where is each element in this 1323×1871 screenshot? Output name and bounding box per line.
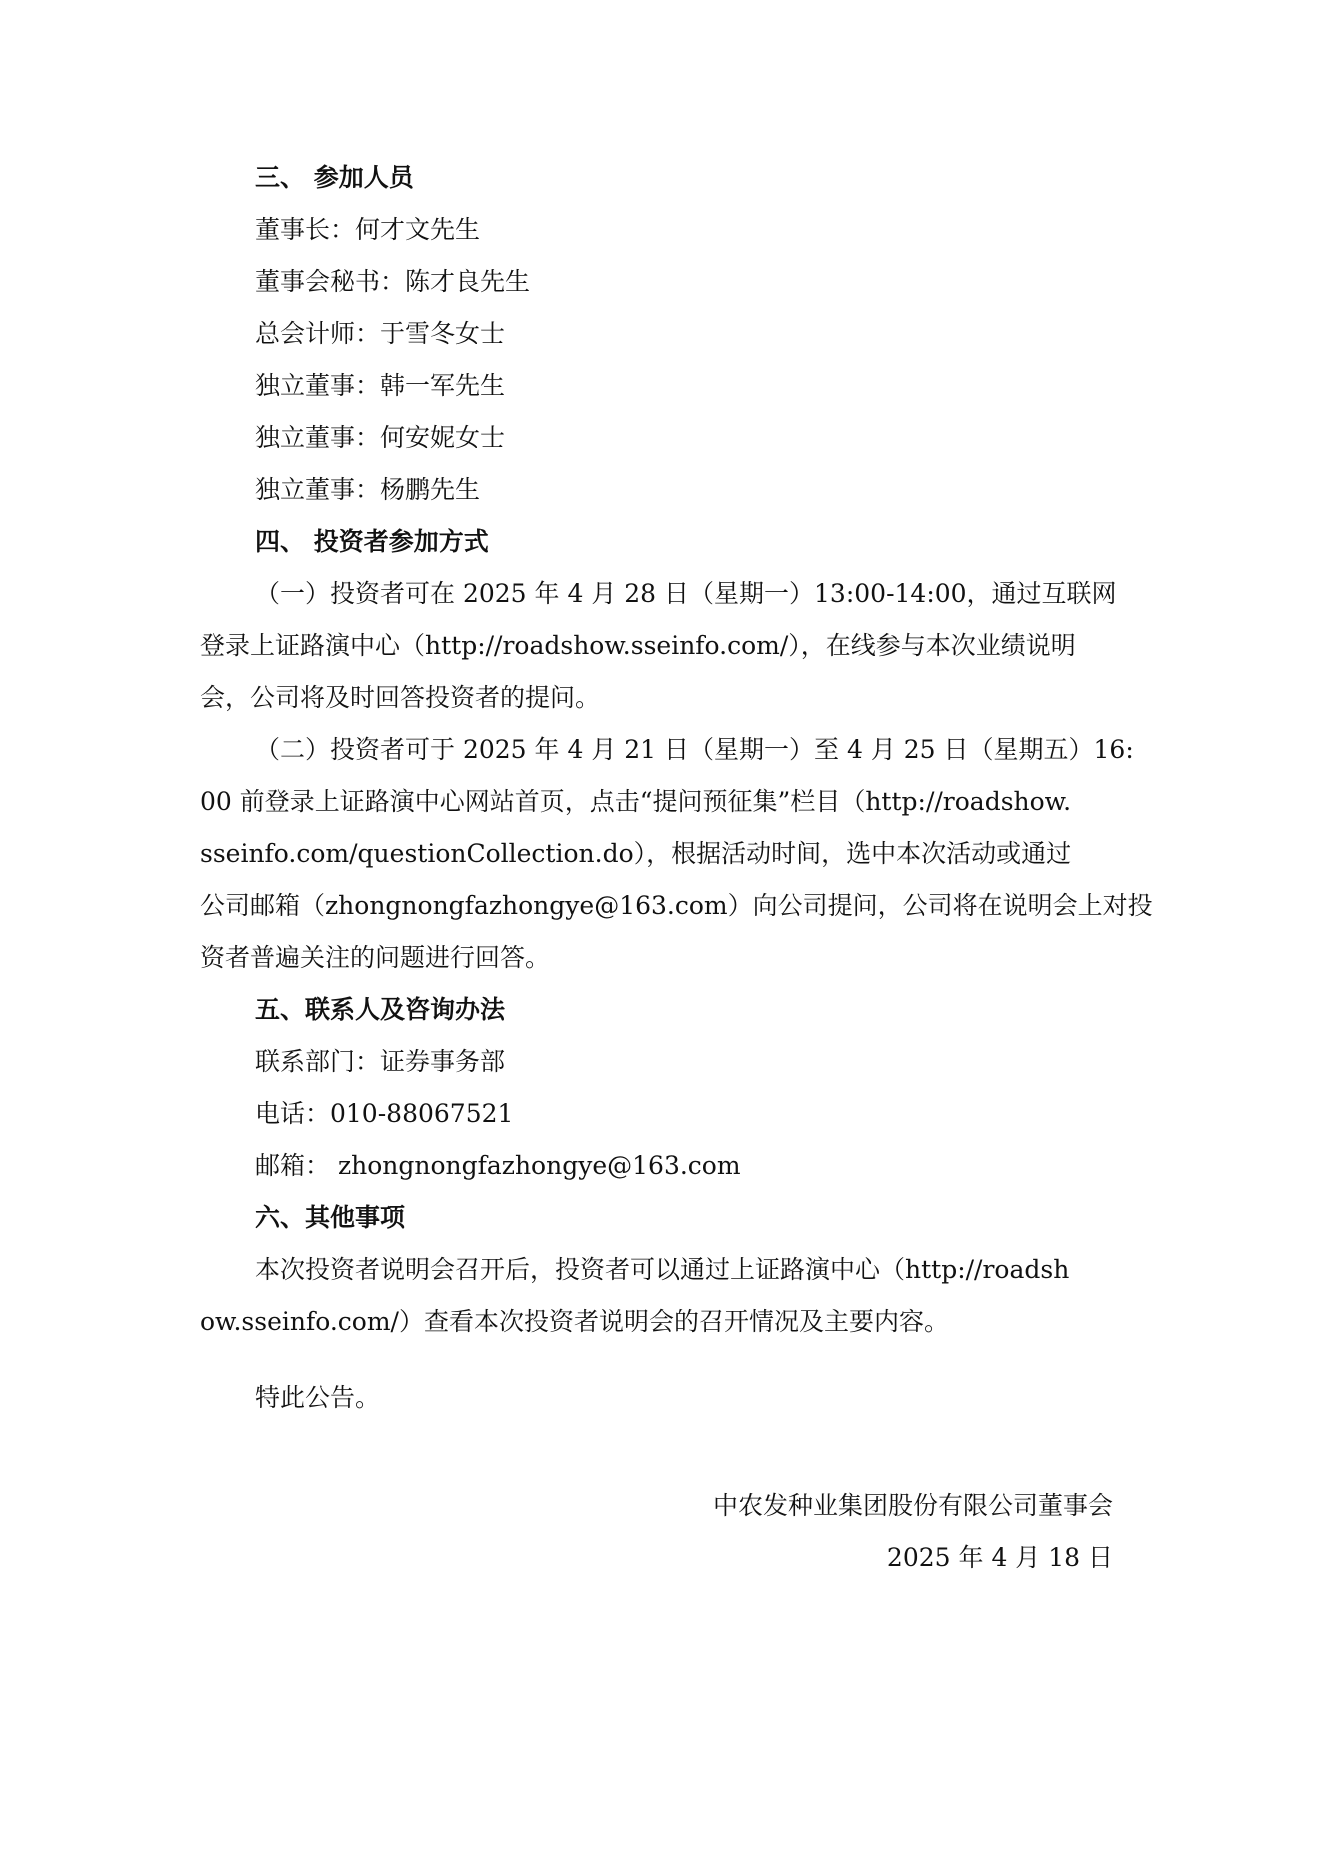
section6-heading: 六、其他事项	[255, 1203, 406, 1232]
member-line: 独立董事：韩一军先生	[255, 371, 506, 400]
member-line: 董事会秘书：陈才良先生	[255, 267, 531, 296]
closing-text: 特此公告。	[255, 1383, 381, 1412]
member-line: 总会计师：于雪冬女士	[255, 319, 506, 348]
contact-department: 联系部门：证券事务部	[255, 1047, 506, 1076]
section3-heading: 三、 参加人员	[255, 163, 414, 192]
paragraph-line: sseinfo.com/questionCollection.do），根据活动时间，选中本次活动或通过	[200, 839, 1072, 868]
paragraph-line: （二）投资者可于 2025 年 4 月 21 日（星期一）至 4 月 25 日（星期五）16:	[255, 735, 1134, 764]
signature-date: 2025 年 4 月 18 日	[886, 1543, 1113, 1572]
section5-heading: 五、联系人及咨询办法	[255, 995, 506, 1024]
paragraph-line: （一）投资者可在 2025 年 4 月 28 日（星期一）13:00-14:00，通过互联网	[255, 579, 1117, 608]
paragraph-line: 00 前登录上证路演中心网站首页，点击“提问预征集”栏目（http://roadshow.	[200, 787, 1072, 816]
paragraph-line: 登录上证路演中心（http://roadshow.sseinfo.com/），在线参与本次业绩说明	[200, 631, 1076, 660]
paragraph-line: 资者普遍关注的问题进行回答。	[200, 943, 551, 972]
paragraph-line: 会，公司将及时回答投资者的提问。	[200, 683, 601, 712]
signature-company: 中农发种业集团股份有限公司董事会	[712, 1491, 1113, 1520]
member-line: 独立董事：何安妮女士	[255, 423, 506, 452]
contact-phone: 电话：010-88067521	[255, 1099, 514, 1128]
paragraph-line: ow.sseinfo.com/）查看本次投资者说明会的召开情况及主要内容。	[200, 1307, 949, 1336]
paragraph-line: 本次投资者说明会召开后，投资者可以通过上证路演中心（http://roadsh	[255, 1255, 1070, 1284]
section4-heading: 四、 投资者参加方式	[255, 527, 489, 556]
member-line: 独立董事：杨鹏先生	[255, 475, 481, 504]
contact-email: 邮箱： zhongnongfazhongye@163.com	[255, 1151, 741, 1180]
paragraph-line: 公司邮箱（zhongnongfazhongye@163.com）向公司提问，公司将在说明会上对投	[200, 891, 1153, 920]
member-line: 董事长：何才文先生	[255, 215, 481, 244]
